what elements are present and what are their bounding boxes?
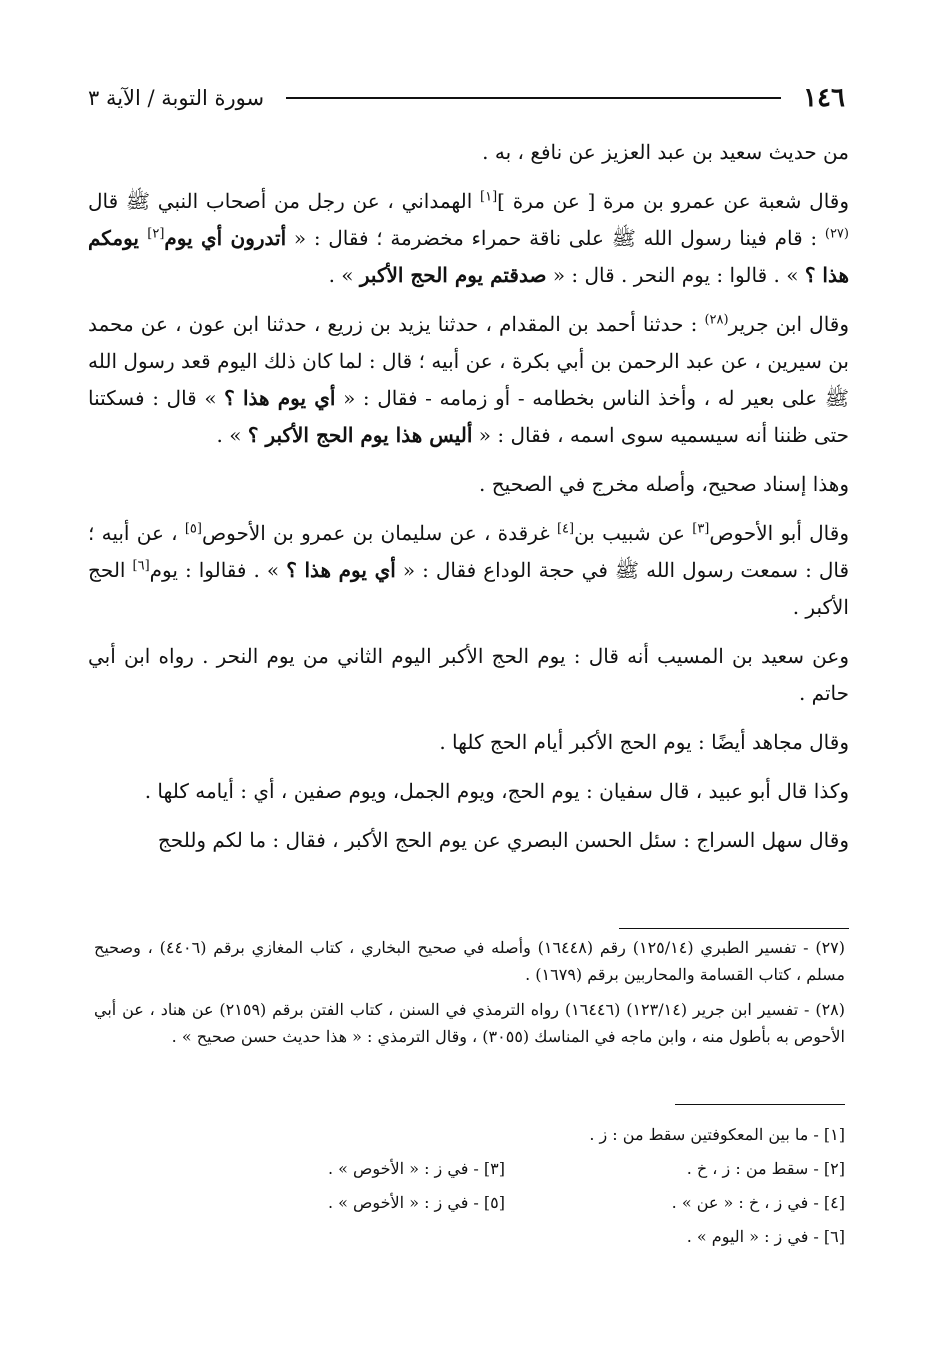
text-run: غرقدة ، عن سليمان بن عمرو بن الأحوص xyxy=(201,521,557,545)
text-run: : قام فينا رسول الله ﷺ على ناقة حمراء مخضرمة ؛ فقال : « xyxy=(286,226,825,250)
footnote-27: (٢٧) - تفسير الطبري (١٢٥/١٤) رقم (١٦٤٤٨) وأصله في صحيح البخاري ، كتاب المغازي برقم (٤٤٠٦) ، وصحيح مسلم ، كتاب القسامة والمحاربين برقم (١٦٧٩) . xyxy=(94,938,846,984)
variants-rule xyxy=(675,1104,845,1105)
variant-ref-1: [١] xyxy=(480,189,498,205)
text-run: وقال أبو الأحوص xyxy=(709,521,849,545)
variant-ref-3: [٣] xyxy=(692,521,710,537)
footnotes xyxy=(94,934,845,1058)
variant-ref-6: [٦] xyxy=(132,558,150,574)
variant-ref-2: [٢] xyxy=(147,226,165,242)
footnote-ref-28: (٢٨) xyxy=(704,312,729,328)
variant-row xyxy=(150,1220,845,1254)
hadith-quote: يومكم هذا ؟ xyxy=(88,226,849,287)
variant-3: [٣] - في ز : « الأخوص » . xyxy=(327,1159,505,1178)
hadith-quote: أي يوم هذا ؟ xyxy=(224,386,336,410)
surah-title: سورة التوبة / الآية ٣ xyxy=(88,86,265,110)
text-run: وقال ابن جرير xyxy=(728,312,850,336)
text-run: » . فقالوا : يوم xyxy=(149,558,287,582)
paragraph-7: وقال مجاهد أيضًا : يوم الحج الأكبر أيام الحج كلها . xyxy=(439,730,849,754)
text-run: ، عن أبيه ؛ قال : سمعت رسول الله ﷺ في حجة الوداع فقال : « xyxy=(88,521,850,582)
paragraph-4: وهذا إسناد صحيح، وأصله مخرج في الصحيح . xyxy=(479,472,849,496)
text-run: » . xyxy=(328,263,360,287)
hadith-quote: أي يوم هذا ؟ xyxy=(286,558,396,582)
text-run: وقال شعبة عن عمرو بن مرة [ عن مرة ] xyxy=(497,189,850,213)
variant-ref-4: [٤] xyxy=(556,521,575,537)
paragraph-2 xyxy=(88,183,849,294)
variant-row xyxy=(150,1152,845,1186)
main-text xyxy=(88,134,849,859)
text-run: » قال : فسكتنا حتى ظننا أنه سيسميه سوى اسمه ، فقال : « xyxy=(88,386,849,447)
text-run: » . xyxy=(216,423,248,447)
variant-row xyxy=(150,1118,845,1152)
variant-5: [٥] - في ز : « الأخوص » . xyxy=(327,1193,505,1212)
manuscript-variants xyxy=(150,1118,845,1254)
paragraph-3 xyxy=(88,306,849,454)
header-rule xyxy=(286,97,781,99)
hadith-quote: صدقتم يوم الحج الأكبر xyxy=(359,263,547,287)
text-run: عن شبيب بن xyxy=(574,521,693,545)
text-run: » . قالوا : يوم النحر . قال : « xyxy=(546,263,805,287)
hadith-quote: أتدرون أي يوم xyxy=(164,226,287,250)
page-header xyxy=(88,78,845,118)
variant-ref-5: [٥] xyxy=(184,521,202,537)
variant-2: [٢] - سقط من : ز ، خ . xyxy=(686,1159,845,1178)
variant-6: [٦] - في ز : « اليوم » . xyxy=(686,1227,845,1246)
paragraph-6: وعن سعيد بن المسيب أنه قال : يوم الحج الأكبر اليوم الثاني من يوم النحر . رواه ابن أبي حاتم . xyxy=(88,644,849,705)
footnote-rule xyxy=(619,928,849,929)
paragraph-5 xyxy=(88,515,849,626)
text-run: الهمداني ، عن رجل من أصحاب النبي ﷺ قال xyxy=(88,189,481,213)
paragraph-1: من حديث سعيد بن عبد العزيز عن نافع ، به . xyxy=(482,140,849,164)
page-number: ١٤٦ xyxy=(803,83,845,113)
footnote-28: (٢٨) - تفسير ابن جرير (١٢٣/١٤) (١٦٤٤٦) رواه الترمذي في السنن ، كتاب الفتن برقم (٢١٥٩) عن هناد ، عن أبي الأحوص به بأطول منه ، وابن ماجه في المناسك (٣٠٥٥) ، وقال الترمذي : « هذا حديث حسن صحيح » . xyxy=(94,1000,845,1046)
variant-4: [٤] - في ز ، خ : « عن » . xyxy=(671,1193,845,1212)
footnote-ref-27: (٢٧) xyxy=(824,226,849,242)
text-run: : حدثنا أحمد بن المقدام ، حدثنا يزيد بن زريع ، حدثنا ابن عون ، عن محمد بن سيرين ، عن عبد الرحمن بن أبي بكرة ، عن أبيه ؛ قال : لما كان ذلك اليوم قعد رسول الله ﷺ على بعير له ، وأخذ الناس بخطامه - أو زمامه - فقال : « xyxy=(88,312,849,410)
text-run: الحج الأكبر . xyxy=(88,558,849,619)
paragraph-8: وكذا قال أبو عبيد ، قال سفيان : يوم الحج، ويوم الجمل، ويوم صفين ، أي : أيامه كلها . xyxy=(144,779,849,803)
variant-row xyxy=(150,1186,845,1220)
paragraph-9: وقال سهل السراج : سئل الحسن البصري عن يوم الحج الأكبر ، فقال : ما لكم وللحج xyxy=(157,828,849,852)
hadith-quote: أليس هذا يوم الحج الأكبر ؟ xyxy=(247,423,473,447)
variant-1: [١] - ما بين المعكوفتين سقط من : ز . xyxy=(589,1125,845,1144)
